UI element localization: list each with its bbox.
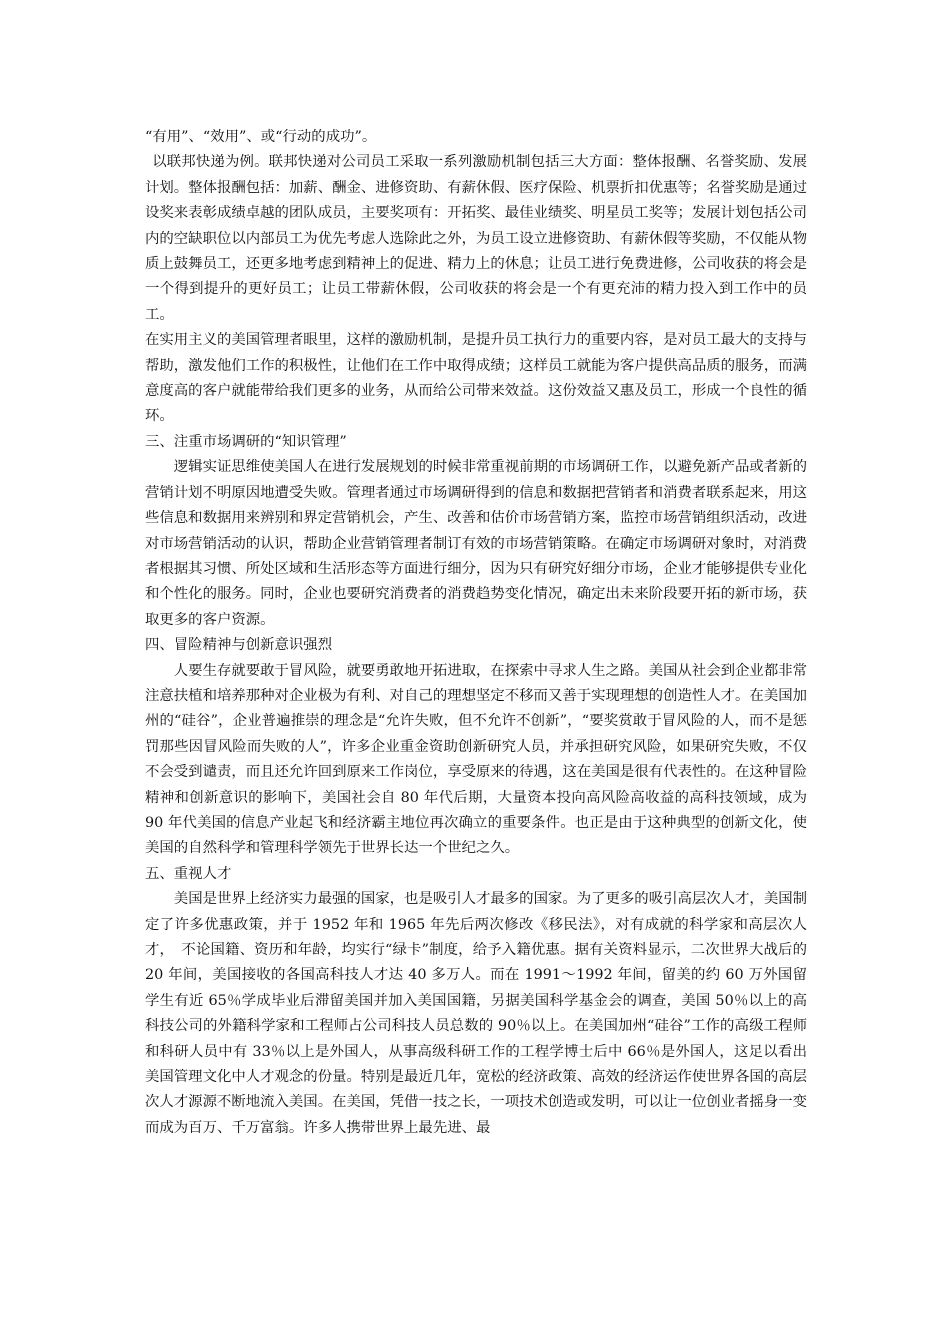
section-heading-market-research: 三、注重市场调研的“知识管理” [145, 433, 347, 450]
section-heading-innovation: 四、冒险精神与创新意识强烈 [145, 637, 333, 654]
paragraph-incentive-cycle: 在实用主义的美国管理者眼里，这样的激励机制，是提升员工执行力的重要内容，是对员工最大的支持与帮助，激发他们工作的积极性，让他们在工作中取得成绩；这样员工就能为客户提供高品质的服务，而满意度高的客户就能带给我们更多的业务，从而给公司带来效益。这份效益又惠及员工，形成一个良性的循环。 [145, 332, 807, 425]
paragraph-market-research: 逻辑实证思维使美国人在进行发展规划的时候非常重视前期的市场调研工作，以避免新产品或者新的营销计划不明原因地遭受失败。管理者通过市场调研得到的信息和数据把营销者和消费者联系起来，用这些信息和数据用来辨别和界定营销机会，产生、改善和估价市场营销方案，监控市场营销组织活动，改进对市场营销活动的认识，帮助企业营销管理者制订有效的市场营销策略。在确定市场调研对象时，对消费者根据其习惯、所处区域和生活形态等方面进行细分，因为只有研究好细分市场，企业才能够提供专业化和个性化的服务。同时，企业也要研究消费者的消费趋势变化情况，确定出未来阶段要开拓的新市场，获取更多的客户资源。 [145, 459, 807, 628]
section-heading-talent: 五、重视人才 [145, 865, 232, 882]
paragraph-pragmatism-ending: “有用”、“效用”、或“行动的成功”。 [145, 129, 377, 145]
paragraph-innovation: 人要生存就要敢于冒风险，就要勇敢地开拓进取，在探索中寻求人生之路。美国从社会到企业都非常注意扶植和培养那种对企业极为有利、对自己的理想坚定不移而又善于实现理想的创造性人才。在美国加州的“硅谷”，企业普遍推崇的理念是“允许失败，但不允许不创新”，“要奖赏敢于冒风险的人，而不是惩罚那些因冒风险而失败的人”，许多企业重金资助创新研究人员，并承担研究风险，如果研究失败，不仅不会受到谴责，而且还允许回到原来工作岗位，享受原来的待遇，这在美国是很有代表性的。在这种冒险精神和创新意识的影响下，美国社会自 80 年代后期，大量资本投向高风险高收益的高科技领域，成为 90 年代美国的信息产业起飞和经济霸主地位再次确立的重要条件。也正是由于这种典型的创新文化，使美国的自然科学和管理科学领先于世界长达一个世纪之久。 [145, 662, 807, 857]
document-body [145, 125, 807, 1141]
paragraph-fedex-example: 以联邦快递为例。联邦快递对公司员工采取一系列激励机制包括三大方面：整体报酬、名誉奖励、发展计划。整体报酬包括：加薪、酬金、进修资助、有薪休假、医疗保险、机票折扣优惠等；名誉奖励是通过设奖来表彰成绩卓越的团队成员，主要奖项有：开拓奖、最佳业绩奖、明星员工奖等；发展计划包括公司内的空缺职位以内部员工为优先考虑人选除此之外，为员工设立进修资助、有薪休假等奖励，不仅能从物质上鼓舞员工，还更多地考虑到精神上的促进、精力上的休息；让员工进行免费进修，公司收获的将会是一个得到提升的更好员工；让员工带薪休假，公司收获的将会是一个有更充沛的精力投入到工作中的员工。 [145, 154, 807, 323]
paragraph-talent: 美国是世界上经济实力最强的国家，也是吸引人才最多的国家。为了更多的吸引高层次人才，美国制定了许多优惠政策，并于 1952 年和 1965 年先后两次修改《移民法》，对有成就的科学家和高层次人才， 不论国籍、资历和年龄，均实行“绿卡”制度，给予入籍优惠。据有关资料显示，二次世界大战后的 20 年间，美国接收的各国高科技人才达 40 多万人。而在 1991～1992 年间，留美的约 60 万外国留学生有近 65％学成毕业后滞留美国并加入美国国籍，另据美国科学基金会的调查，美国 50％以上的高科技公司的外籍科学家和工程师占公司科技人员总数的 90％以上。在美国加州“硅谷”工作的高级工程师和科研人员中有 33％以上是外国人，从事高级科研工作的工程学博士后中 66％是外国人，这足以看出美国管理文化中人才观念的份量。特别是最近几年，宽松的经济政策、高效的经济运作使世界各国的高层次人才源源不断地流入美国。在美国，凭借一技之长，一项技术创造或发明，可以让一位创业者摇身一变而成为百万、千万富翁。许多人携带世界上最先进、最 [145, 891, 807, 1136]
